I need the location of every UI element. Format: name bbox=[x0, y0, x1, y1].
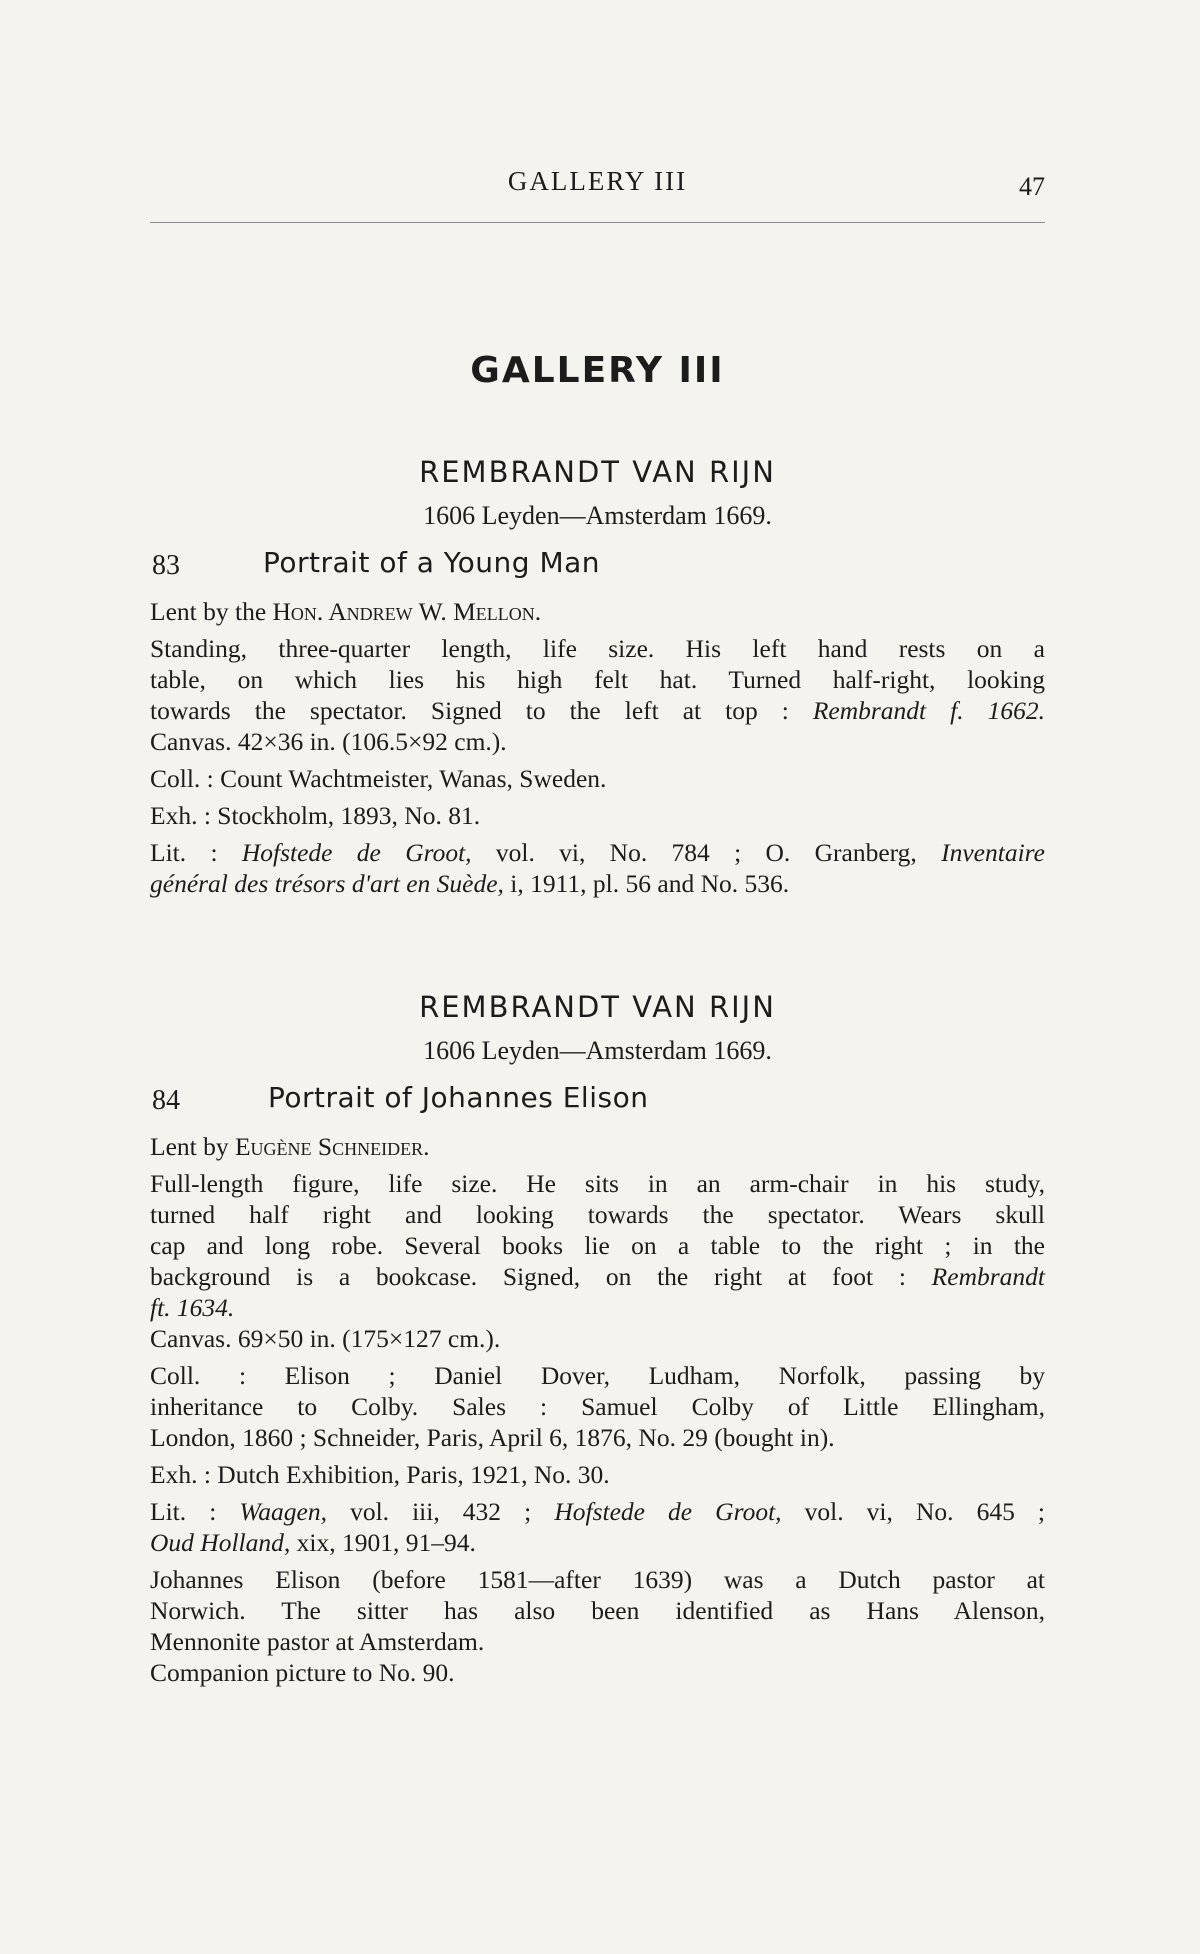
collection-line: inheritance to Colby. Sales : Samuel Colby of Little Ellingham, bbox=[150, 1392, 1045, 1421]
description-line bbox=[150, 1261, 1045, 1292]
lit-work: général des trésors d'art en Suède, bbox=[150, 869, 504, 898]
lit-work: Inventaire bbox=[941, 838, 1045, 867]
catalogue-entry-83 bbox=[150, 450, 1045, 899]
note-line: Norwich. The sitter has also been identified as Hans Alenson, bbox=[150, 1596, 1045, 1625]
lit-work: Waagen, bbox=[239, 1497, 327, 1526]
description-line: turned half right and looking towards the spectator. Wears skull bbox=[150, 1200, 1045, 1229]
literature-line bbox=[150, 1527, 1045, 1558]
collection: Coll. : Count Wachtmeister, Wanas, Sweden. bbox=[150, 764, 607, 793]
catalogue-number: 83 bbox=[152, 550, 180, 581]
description bbox=[150, 633, 1045, 757]
canvas-dimensions: Canvas. 42×36 in. (106.5×92 cm.). bbox=[150, 727, 507, 756]
note-line: Mennonite pastor at Amsterdam. bbox=[150, 1627, 485, 1656]
signature: ft. 1634. bbox=[150, 1293, 235, 1322]
literature bbox=[150, 1496, 1045, 1558]
description-line: Full-length figure, life size. He sits in an arm-chair in his study, bbox=[150, 1169, 1045, 1198]
page-number: 47 bbox=[1019, 172, 1045, 201]
description-line bbox=[150, 1292, 1045, 1323]
exhibition: Exh. : Dutch Exhibition, Paris, 1921, No. 30. bbox=[150, 1460, 610, 1489]
lender-line bbox=[150, 596, 1045, 627]
lit-text: xix, 1901, 91–94. bbox=[290, 1528, 476, 1557]
lit-text: vol. iii, 432 ; bbox=[326, 1497, 555, 1526]
lit-prefix: Lit. : bbox=[150, 838, 242, 867]
description-line bbox=[150, 695, 1045, 726]
artist-name: REMBRANDT VAN RIJN bbox=[419, 455, 776, 489]
collection-line: Coll. : Elison ; Daniel Dover, Ludham, Norfolk, passing by bbox=[150, 1361, 1045, 1390]
description-text: background is a bookcase. Signed, on the right at foot : bbox=[150, 1262, 932, 1291]
lent-prefix: Lent by the bbox=[150, 597, 273, 626]
lit-prefix: Lit. : bbox=[150, 1497, 240, 1526]
lit-work: Hofstede de Groot, bbox=[241, 838, 472, 867]
entry-heading bbox=[150, 1081, 1045, 1131]
companion-note: Companion picture to No. 90. bbox=[150, 1658, 455, 1687]
painting-title: Portrait of a Young Man bbox=[263, 546, 601, 579]
header-rule bbox=[150, 222, 1045, 223]
painting-title: Portrait of Johannes Elison bbox=[268, 1081, 649, 1114]
lender-name: Hon. Andrew W. Mellon. bbox=[272, 597, 542, 626]
literature bbox=[150, 837, 1045, 899]
signature: Rembrandt bbox=[931, 1262, 1045, 1291]
lender-name: Eugène Schneider. bbox=[234, 1132, 430, 1161]
description-line: cap and long robe. Several books lie on a table to the right ; in the bbox=[150, 1231, 1045, 1260]
description-text: towards the spectator. Signed to the left at top : bbox=[150, 696, 813, 725]
lit-work: Oud Holland, bbox=[150, 1528, 291, 1557]
artist-name: REMBRANDT VAN RIJN bbox=[419, 990, 776, 1024]
running-title: GALLERY III bbox=[507, 166, 688, 196]
canvas-dimensions: Canvas. 69×50 in. (175×127 cm.). bbox=[150, 1324, 501, 1353]
literature-line bbox=[150, 1496, 1045, 1527]
lender-line bbox=[150, 1131, 1045, 1162]
running-head bbox=[150, 166, 1045, 206]
collection bbox=[150, 1360, 1045, 1453]
lent-prefix: Lent by bbox=[150, 1132, 235, 1161]
exhibition: Exh. : Stockholm, 1893, No. 81. bbox=[150, 801, 481, 830]
artist-dates: 1606 Leyden—Amsterdam 1669. bbox=[423, 501, 772, 530]
lit-text: vol. vi, No. 784 ; O. Granberg, bbox=[471, 838, 942, 867]
catalogue-entry-84 bbox=[150, 985, 1045, 1688]
description-line: Standing, three-quarter length, life size. His left hand rests on a bbox=[150, 634, 1045, 663]
lit-text: i, 1911, pl. 56 and No. 536. bbox=[503, 869, 790, 898]
literature-line bbox=[150, 868, 1045, 899]
lit-work: Hofstede de Groot, bbox=[554, 1497, 782, 1526]
note-line: Johannes Elison (before 1581—after 1639) was a Dutch pastor at bbox=[150, 1565, 1045, 1594]
entry-heading bbox=[150, 546, 1045, 596]
lit-text: vol. vi, No. 645 ; bbox=[781, 1497, 1045, 1526]
gallery-title: GALLERY III bbox=[470, 350, 725, 391]
collection-line: London, 1860 ; Schneider, Paris, April 6, 1876, No. 29 (bought in). bbox=[150, 1423, 835, 1452]
artist-dates: 1606 Leyden—Amsterdam 1669. bbox=[423, 1036, 772, 1065]
signature: Rembrandt f. 1662. bbox=[812, 696, 1045, 725]
biographical-note bbox=[150, 1564, 1045, 1688]
description bbox=[150, 1168, 1045, 1354]
description-line: table, on which lies his high felt hat. Turned half-right, looking bbox=[150, 665, 1045, 694]
catalogue-number: 84 bbox=[152, 1085, 180, 1116]
literature-line bbox=[150, 837, 1045, 868]
